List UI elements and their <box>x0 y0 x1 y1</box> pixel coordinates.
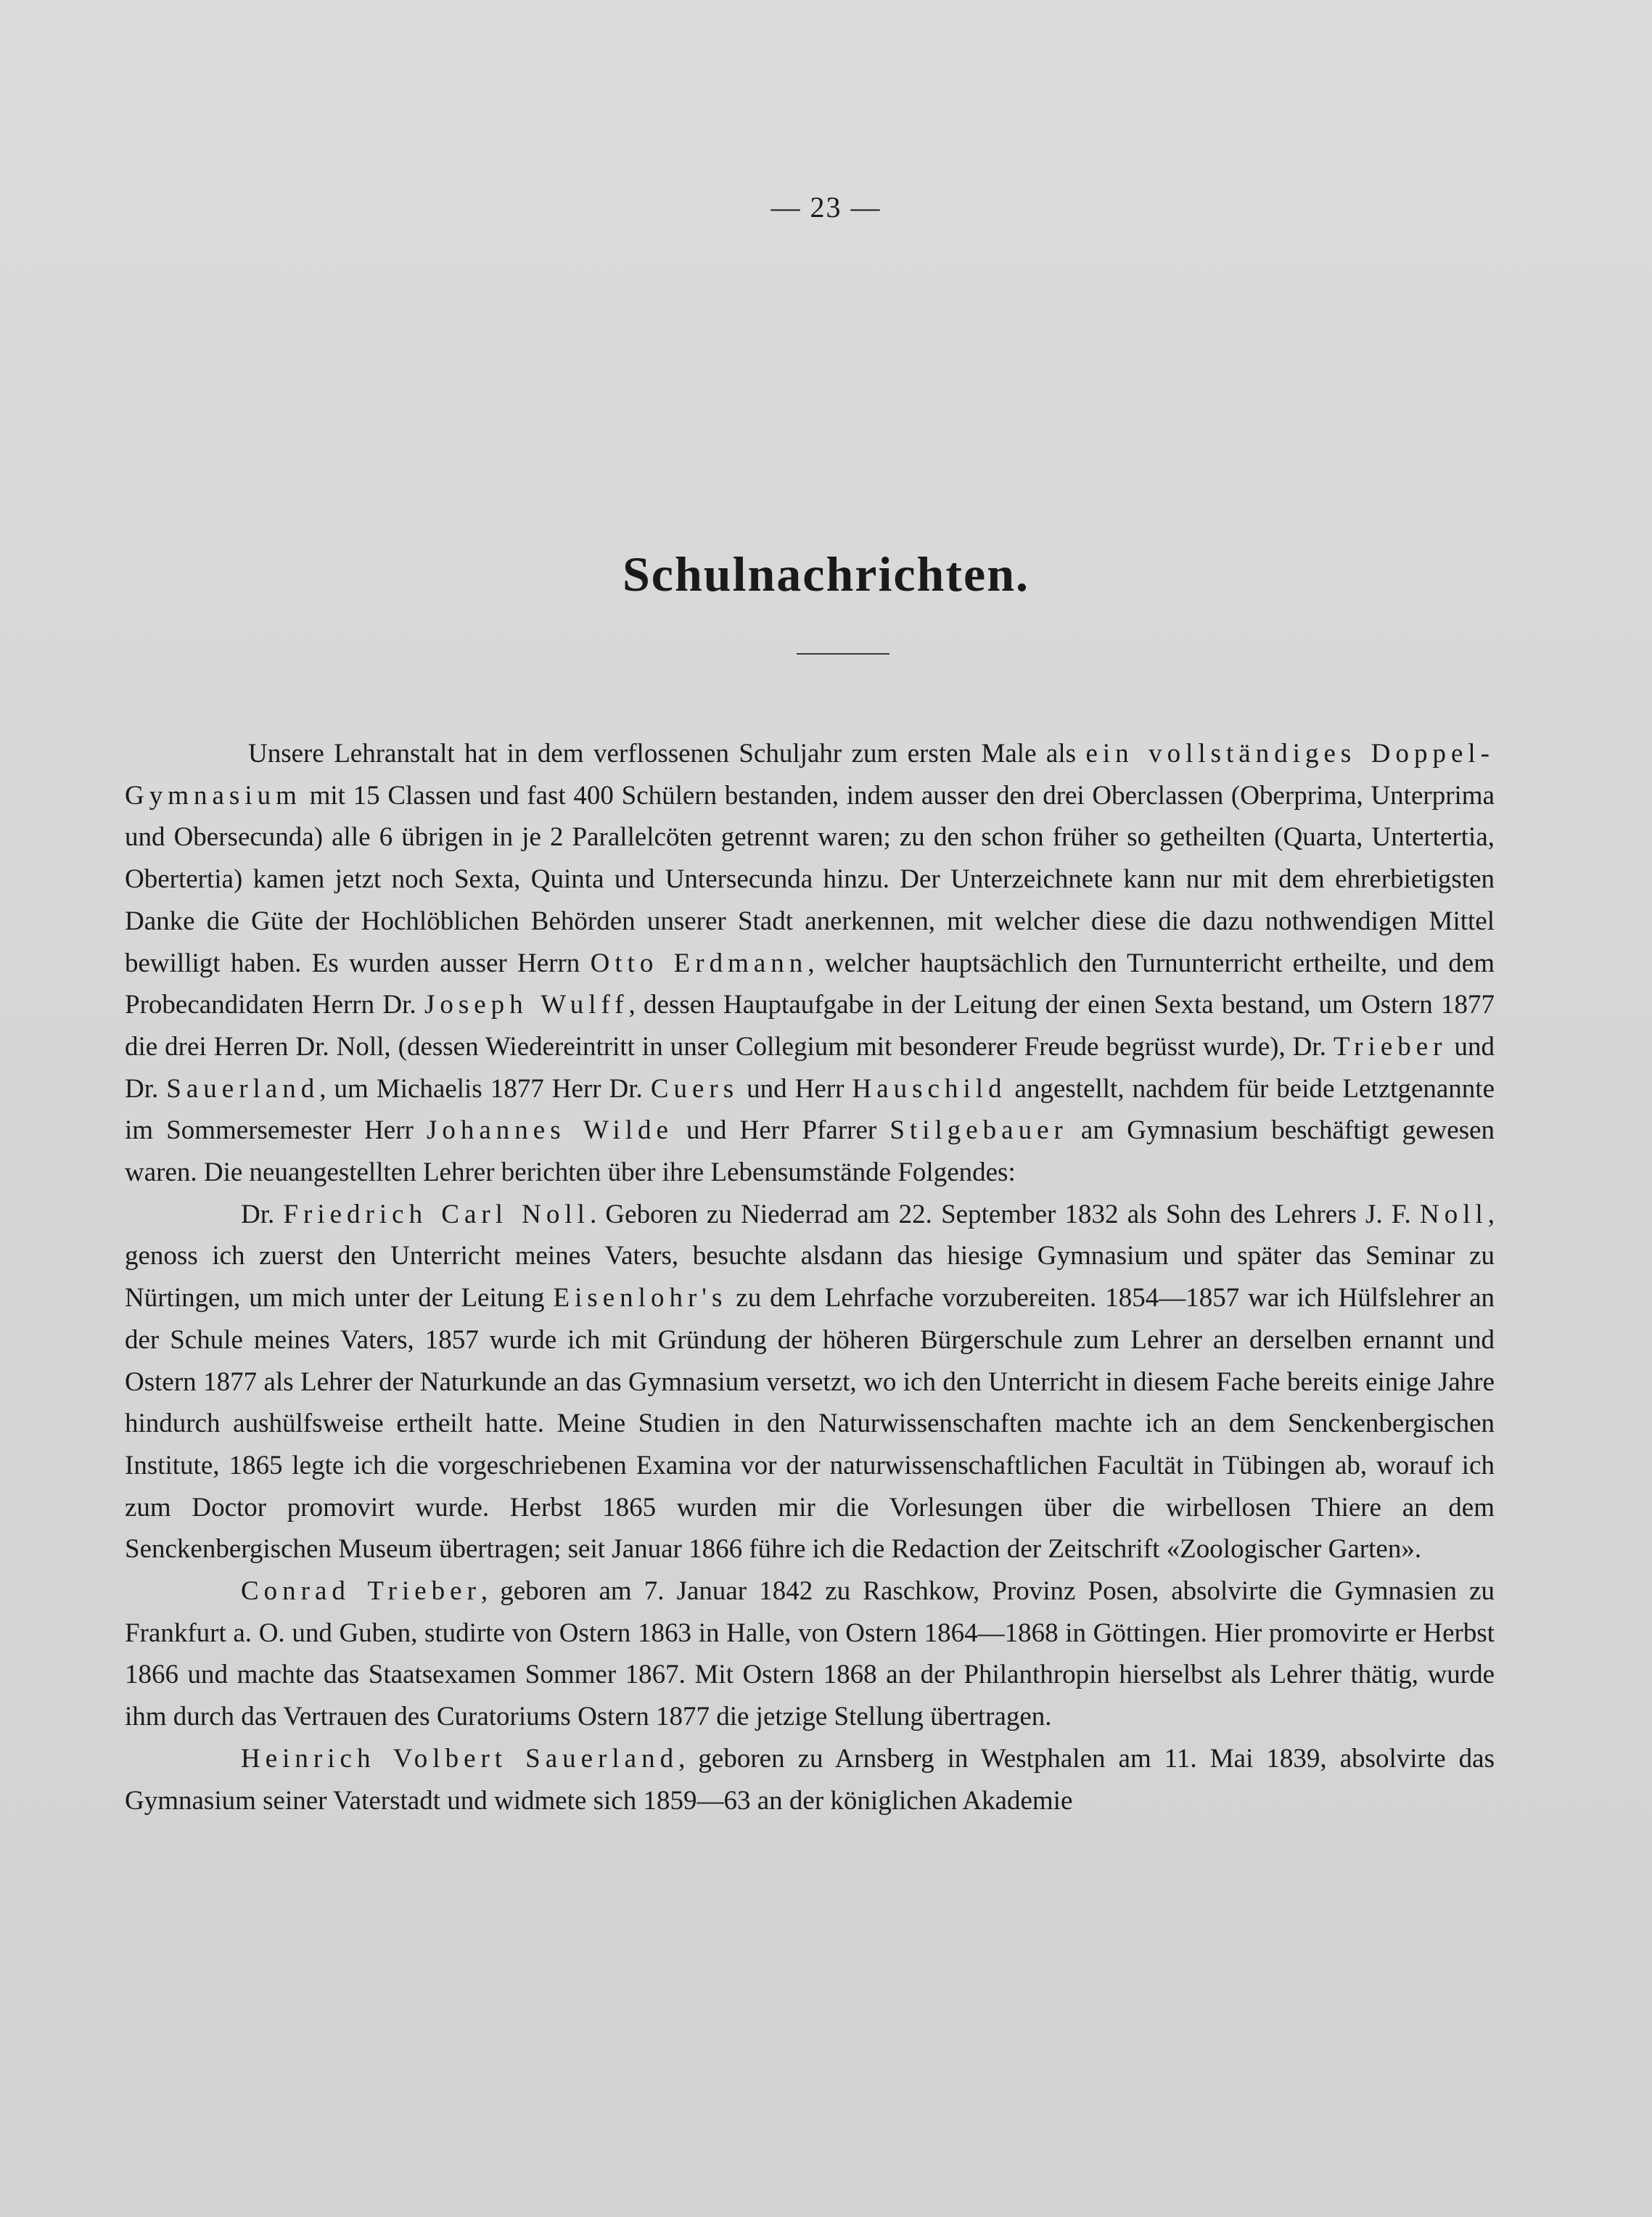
name-hauschild: Hauschild <box>852 1073 1007 1104</box>
name-noll-father: Noll <box>1419 1199 1488 1229</box>
paragraph-sauerland-biography <box>125 1738 1495 1821</box>
name-friedrich-carl-noll: Friedrich Carl Noll <box>283 1199 590 1229</box>
name-noll: Noll <box>336 1031 385 1062</box>
text-run: zu dem Lehrfache vorzubereiten. 1854—1857 war ich Hülfslehrer an der Schule meines Vaters, 1857 wurde ich mit Gründung der höheren Bürgerschule zum Lehrer an derselben ernannt und Ostern 1877 als Lehrer der Naturkunde an das Gymnasium versetzt, wo ich den Unterricht in diesem Fache bereits einige Jahre hindurch aushülfsweise ertheilt hatte. Meine Studien in den Naturwissenschaften machte ich an dem Senckenbergischen Institute, 1865 legte ich die vorgeschriebenen Examina vor der naturwissenschaftlichen Facultät in Tübingen ab, worauf ich zum Doctor promovirt wurde. Herbst 1865 wurden mir die Vorlesungen über die wirbellosen Thiere an dem Senckenbergischen Museum übertragen; seit Januar 1866 führe ich die Redaction der Zeitschrift «Zoologischer Garten». <box>125 1283 1495 1565</box>
text-run: und Herr <box>739 1073 852 1104</box>
text-run: und Herr Pfarrer <box>673 1115 890 1146</box>
text-run: angestellt, nachdem für beide Letztgenannte im Sommersemester Herr <box>125 1073 1495 1146</box>
text-run: mit 15 Classen und fast 400 Schülern bestanden, indem ausser den drei Oberclassen (Oberprima, Unterprima und Obersecunda) alle 6 übrigen in je 2 Parallelcöten getrennt waren; zu den schon früher so getheilten (Quarta, Untertertia, Obertertia) kamen jetzt noch Sexta, Quinta und Untersecunda hinzu. Der Unterzeichnete kann nur mit dem ehrerbietigsten Danke die Güte der Hochlöblichen Behörden unserer Stadt anerkennen, mit welcher diese die dazu nothwendigen Mittel bewilligt haben. Es wurden ausser Herrn <box>125 780 1495 978</box>
name-cuers: Cuers <box>650 1073 739 1104</box>
heading-rule <box>797 653 889 655</box>
name-joseph-wulff: Joseph Wulff <box>424 990 629 1020</box>
page-title: Schulnachrichten. <box>622 546 1030 602</box>
emphasis-doppel-gymnasium: ein vollständiges Doppel-Gymnasium <box>125 739 1495 811</box>
text-run: , (dessen Wiedereintritt in unser Collegium mit besonderer Freude begrüsst wurde), Dr. <box>384 1031 1333 1062</box>
page-number: — 23 — <box>770 191 882 224</box>
text-run: , geboren zu Arnsberg in Westphalen am 11. Mai 1839, absolvirte das Gymnasium seiner Vaterstadt und widmete sich 1859—63 an der königlichen Akademie <box>125 1743 1495 1816</box>
name-otto-erdmann: Otto Erdmann <box>590 948 808 978</box>
text-run: , um Michaelis 1877 Herr Dr. <box>319 1073 651 1104</box>
text-run: , welcher hauptsächlich den Turnunterricht ertheilte, und dem Probecandidaten Herrn Dr. <box>125 948 1495 1020</box>
name-trieber: Trieber <box>1333 1031 1447 1062</box>
text-run: . Geboren zu Niederrad am 22. September 1832 als Sohn des Lehrers J. F. <box>589 1199 1420 1229</box>
text-run: Dr. <box>241 1199 284 1229</box>
name-heinrich-volbert-sauerland: Heinrich Volbert Sauerland <box>241 1743 679 1774</box>
text-run: am Gymnasium beschäftigt gewesen waren. Die neuangestellten Lehrer berichten über ihre Lebensumstände Folgendes: <box>125 1115 1495 1188</box>
body-text <box>125 733 1495 1821</box>
name-conrad-trieber: Conrad Trieber <box>241 1576 481 1607</box>
text-run: und Dr. <box>125 1031 1495 1104</box>
name-sauerland: Sauerland <box>166 1073 320 1104</box>
text-run: , dessen Hauptaufgabe in der Leitung der einen Sexta bestand, um Ostern 1877 die drei Herren Dr. <box>125 990 1495 1062</box>
name-stilgebauer: Stilgebauer <box>889 1115 1068 1146</box>
name-eisenlohr: Eisenlohr's <box>553 1283 728 1314</box>
text-run: , genoss ich zuerst den Unterricht meines Vaters, besuchte alsdann das hiesige Gymnasium und später das Seminar zu Nürtingen, um mich unter der Leitung <box>125 1199 1495 1314</box>
paragraph-school-report <box>125 733 1495 1194</box>
paragraph-noll-biography <box>125 1194 1495 1570</box>
text-run: Unsere Lehranstalt hat in dem verflossenen Schuljahr zum ersten Male als <box>248 739 1086 769</box>
paragraph-trieber-biography <box>125 1570 1495 1738</box>
text-run: , geboren am 7. Januar 1842 zu Raschkow, Provinz Posen, absolvirte die Gymnasien zu Frankfurt a. O. und Guben, studirte von Ostern 1863 in Halle, von Ostern 1864—1868 in Göttingen. Hier promovirte er Herbst 1866 und machte das Staatsexamen Sommer 1867. Mit Ostern 1868 an der Philanthropin hierselbst als Lehrer thätig, wurde ihm durch das Vertrauen des Curatoriums Ostern 1877 die jetzige Stellung übertragen. <box>125 1576 1495 1732</box>
name-johannes-wilde: Johannes Wilde <box>426 1115 673 1146</box>
